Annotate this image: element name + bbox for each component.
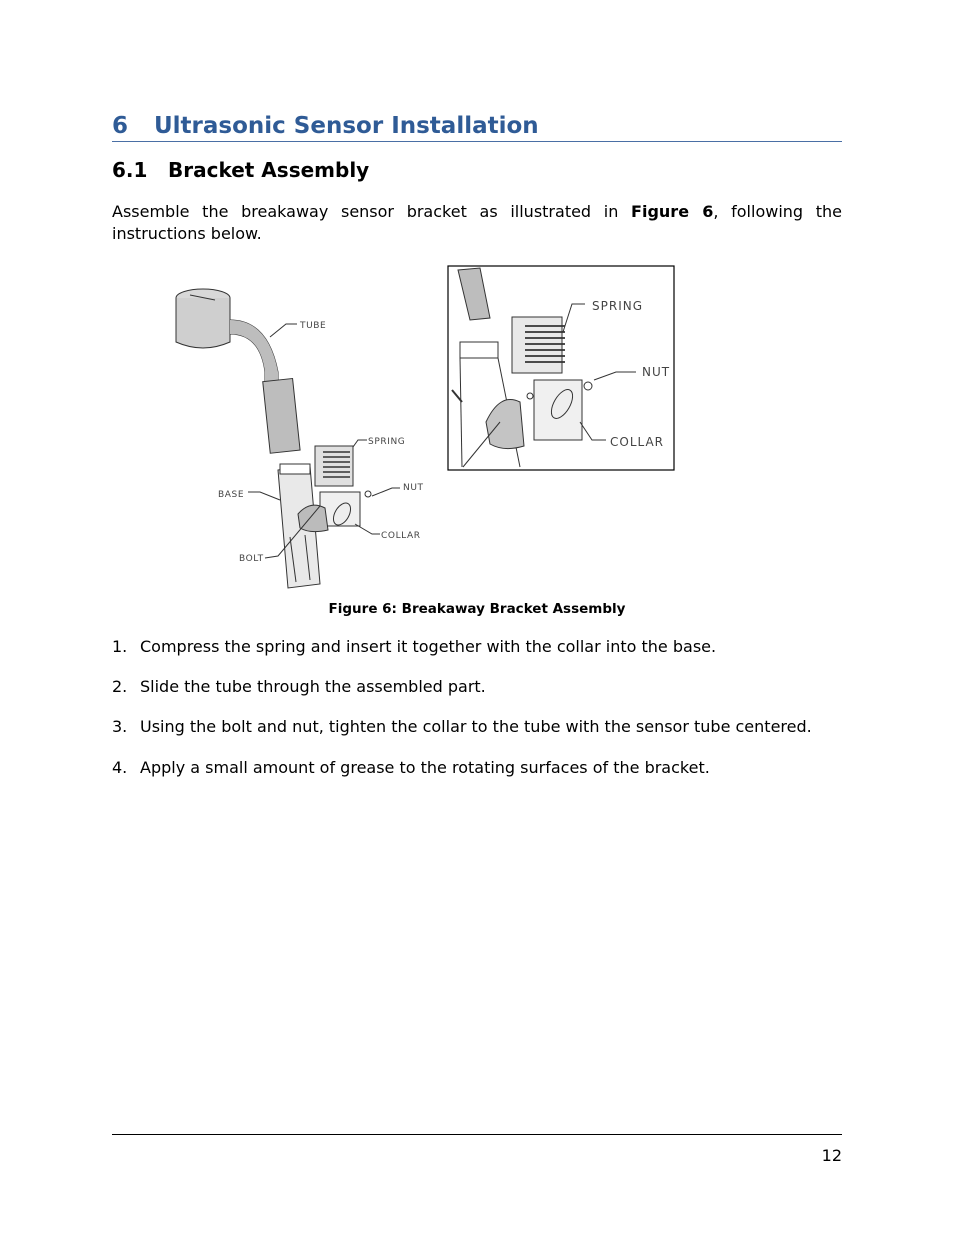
subsection-number: 6.1 xyxy=(112,158,148,182)
bolt-label: BOLT xyxy=(239,554,264,564)
collar-label: COLLAR xyxy=(381,531,421,541)
subsection-heading xyxy=(112,157,369,183)
base-leader xyxy=(248,492,280,500)
list-item xyxy=(112,676,852,698)
step-text: Compress the spring and insert it together with the collar into the base. xyxy=(140,637,717,656)
step-number: 4. xyxy=(112,758,128,777)
list-item xyxy=(112,757,852,779)
inset-nut-label: NUT xyxy=(642,365,671,379)
instruction-list xyxy=(112,636,852,797)
step-number: 3. xyxy=(112,717,128,736)
spring-leader xyxy=(353,440,367,447)
list-item xyxy=(112,716,852,738)
intro-text-after: , following the instructions below. xyxy=(112,202,843,243)
tube-leader xyxy=(270,324,297,337)
spring-label: SPRING xyxy=(368,437,406,447)
base-label: BASE xyxy=(218,490,245,500)
nut-leader xyxy=(372,488,400,496)
intro-text-before: Assemble the breakaway sensor bracket as illustrated in xyxy=(112,202,632,221)
bracket-assembly-figure xyxy=(160,262,680,592)
figure-reference: Figure 6 xyxy=(631,202,714,221)
inset-collar-label: COLLAR xyxy=(610,435,665,449)
footer-divider xyxy=(112,1134,842,1135)
step-text: Using the bolt and nut, tighten the collar to the tube with the sensor tube centered. xyxy=(140,717,812,736)
figure-caption: Figure 6: Breakaway Bracket Assembly xyxy=(328,601,626,617)
step-number: 2. xyxy=(112,677,128,696)
nut-label: NUT xyxy=(403,483,424,493)
section-number: 6 xyxy=(112,113,129,139)
intro-paragraph xyxy=(112,201,842,245)
full-assembly-drawing xyxy=(176,289,400,588)
inset-spring-label: SPRING xyxy=(592,299,644,313)
section-heading xyxy=(112,112,842,142)
step-text: Slide the tube through the assembled part. xyxy=(140,677,486,696)
list-item xyxy=(112,636,852,658)
tube-label: TUBE xyxy=(300,321,327,331)
page-number: 12 xyxy=(821,1146,842,1165)
section-title: Ultrasonic Sensor Installation xyxy=(154,113,539,139)
step-text: Apply a small amount of grease to the rotating surfaces of the bracket. xyxy=(140,758,710,777)
detail-inset-drawing xyxy=(448,266,674,470)
step-number: 1. xyxy=(112,637,128,656)
subsection-title: Bracket Assembly xyxy=(168,158,370,182)
